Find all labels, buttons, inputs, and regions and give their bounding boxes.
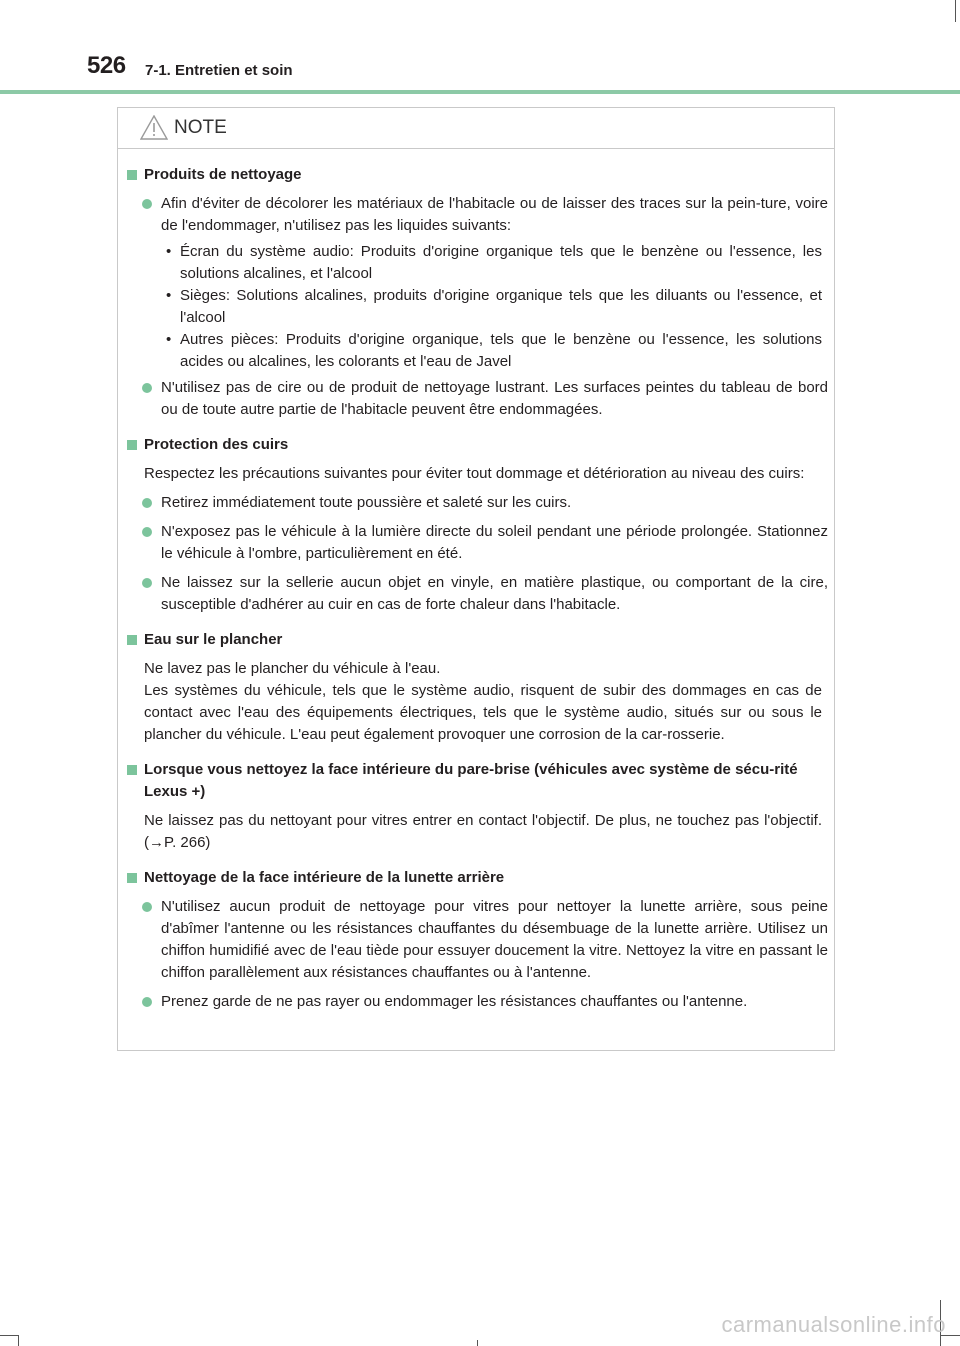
section-heading: Produits de nettoyage: [118, 164, 836, 186]
section-paragraph: Les systèmes du véhicule, tels que le système audio, risquent de subir des dommages en cas de contact avec l'eau des équipements électriques, tels que le système audio, situés sur ou sous le plancher du véhicule. L'eau peut également provoquer une corrosion de la car-rosserie.: [144, 682, 822, 743]
section-windshield-cleaning: [118, 759, 836, 854]
note-header: [118, 108, 834, 149]
note-title: NOTE: [174, 117, 227, 138]
section-floor-water: [118, 629, 836, 746]
bullet-item: N'exposez pas le véhicule à la lumière directe du soleil pendant une période prolongée. Stationnez le véhicule à l'ombre, particulièrement en été.: [118, 521, 836, 565]
bullet-item: N'utilisez aucun produit de nettoyage pour vitres pour nettoyer la lunette arrière, sous peine d'abîmer l'antenne ou les résistances chauffantes du désembuage de la lunette arrière. Utilisez un chiffon humidifié avec de l'eau tiède pour essuyer doucement la vitre. Nettoyez la vitre en passant le chiffon parallèlement aux résistances chauffantes ou à l'antenne.: [118, 896, 836, 984]
section-heading: Lorsque vous nettoyez la face intérieure du pare-brise (véhicules avec système de sécu-rité Lexus +): [118, 759, 836, 803]
section-heading: Nettoyage de la face intérieure de la lunette arrière: [118, 867, 836, 889]
note-box: [117, 107, 835, 1051]
sub-item: • Autres pièces: Produits d'origine organique, tels que le benzène ou l'essence, les solutions acides ou alcalines, les colorants et l'eau de Javel: [118, 329, 836, 373]
section-heading: Protection des cuirs: [118, 434, 836, 456]
section-paragraph: Ne laissez pas du nettoyant pour vitres entrer en contact l'objectif. De plus, ne touchez pas l'objectif. (→P. 266): [144, 812, 822, 851]
section-rear-window-cleaning: [118, 867, 836, 1013]
section-intro: Respectez les précautions suivantes pour éviter tout dommage et détérioration au niveau des cuirs:: [144, 465, 805, 482]
crop-mark: [955, 0, 956, 22]
bullet-item: Prenez garde de ne pas rayer ou endommager les résistances chauffantes ou l'antenne.: [118, 991, 836, 1013]
sub-item: • Écran du système audio: Produits d'origine organique tels que le benzène ou l'essence, les solutions alcalines, et l'alcool: [118, 241, 836, 285]
warning-triangle-icon: [140, 115, 168, 140]
sub-item: • Sièges: Solutions alcalines, produits d'origine organique tels que les diluants ou l'essence, et l'alcool: [118, 285, 836, 329]
section-leather-protection: [118, 434, 836, 616]
bullet-item: Retirez immédiatement toute poussière et saleté sur les cuirs.: [118, 492, 836, 514]
section-cleaning-products: [118, 164, 836, 421]
note-body: [118, 164, 836, 1020]
crop-mark: [0, 1335, 18, 1336]
page-number: 526: [87, 52, 126, 79]
watermark: carmanualsonline.info: [721, 1312, 946, 1337]
header-rule: [0, 90, 960, 94]
section-paragraph: Ne lavez pas le plancher du véhicule à l'eau.: [144, 660, 441, 677]
section-heading: Eau sur le plancher: [118, 629, 836, 651]
bullet-item: Ne laissez sur la sellerie aucun objet en vinyle, en matière plastique, ou comportant de la cire, susceptible d'adhérer au cuir en cas de forte chaleur dans l'habitacle.: [118, 572, 836, 616]
bullet-item: N'utilisez pas de cire ou de produit de nettoyage lustrant. Les surfaces peintes du tableau de bord ou de toute autre partie de l'habitacle peuvent être endommagées.: [118, 377, 836, 421]
crop-mark: [477, 1340, 478, 1346]
crop-mark: [18, 1335, 19, 1346]
chapter-title: 7-1. Entretien et soin: [145, 62, 293, 79]
bullet-item: Afin d'éviter de décolorer les matériaux de l'habitacle ou de laisser des traces sur la pein-ture, voire de l'endommager, n'utilisez pas les liquides suivants:: [118, 193, 836, 237]
